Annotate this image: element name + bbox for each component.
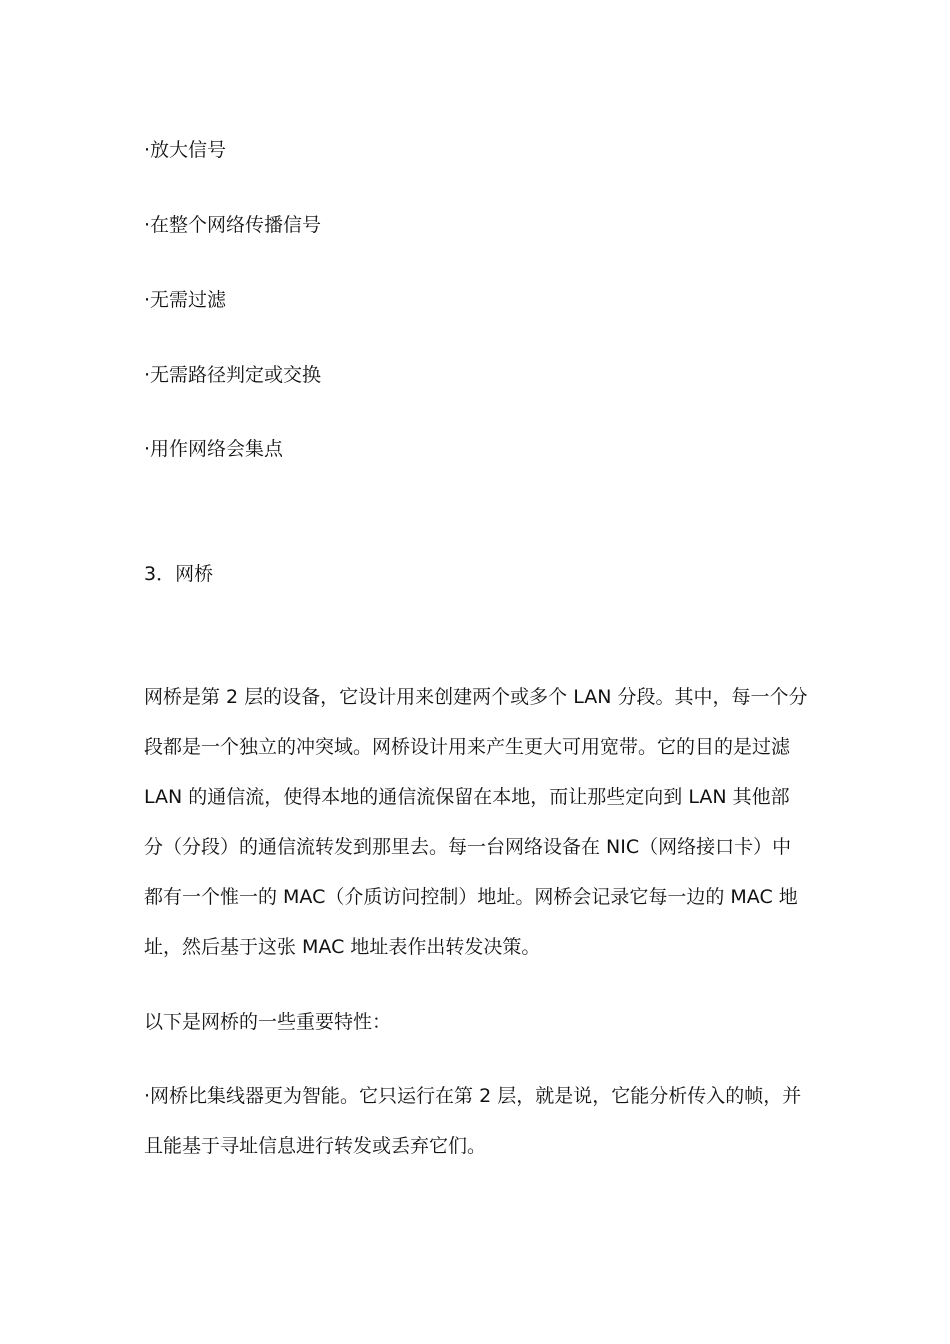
paragraph-line: 址，然后基于这张 MAC 地址表作出转发决策。 xyxy=(144,936,541,958)
feature-line: 且能基于寻址信息进行转发或丢弃它们。 xyxy=(144,1135,487,1157)
feature-paragraph xyxy=(144,1071,808,1171)
bullet-convergence-point: ·用作网络会集点 xyxy=(144,438,284,460)
bullet-amplify-signal: ·放大信号 xyxy=(144,139,227,161)
paragraph-line: 分（分段）的通信流转发到那里去。每一台网络设备在 NIC（网络接口卡）中 xyxy=(144,836,792,858)
section-heading: 3．网桥 xyxy=(144,563,214,585)
paragraph-line: 网桥是第 2 层的设备，它设计用来创建两个或多个 LAN 分段。其中，每一个分 xyxy=(144,686,808,708)
paragraph-line: LAN 的通信流，使得本地的通信流保留在本地，而让那些定向到 LAN 其他部 xyxy=(144,786,790,808)
bridge-description-paragraph xyxy=(144,672,808,972)
bullet-no-filtering: ·无需过滤 xyxy=(144,289,227,311)
bullet-propagate-signal: ·在整个网络传播信号 xyxy=(144,214,322,236)
bullet-no-path-switching: ·无需路径判定或交换 xyxy=(144,364,322,386)
paragraph-line: 都有一个惟一的 MAC（介质访问控制）地址。网桥会记录它每一边的 MAC 地 xyxy=(144,886,798,908)
paragraph-line: 段都是一个独立的冲突域。网桥设计用来产生更大可用宽带。它的目的是过滤 xyxy=(144,736,791,758)
features-intro: 以下是网桥的一些重要特性： xyxy=(144,1011,392,1033)
feature-line: ·网桥比集线器更为智能。它只运行在第 2 层，就是说，它能分析传入的帧，并 xyxy=(144,1085,802,1107)
